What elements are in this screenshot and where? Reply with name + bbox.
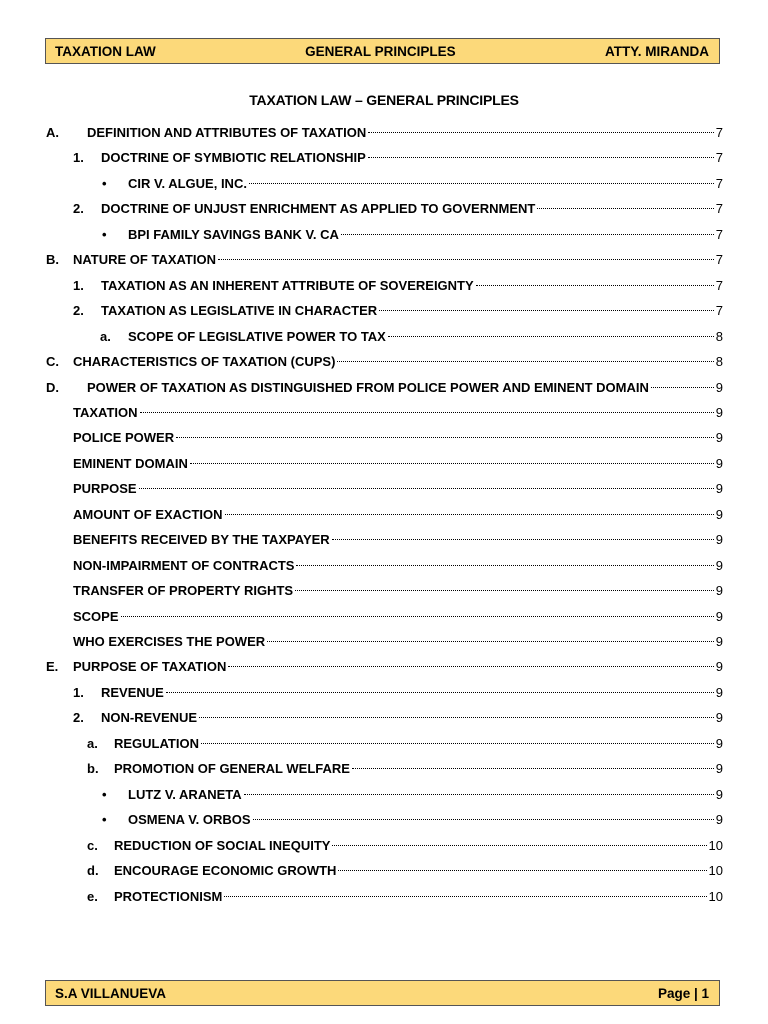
dot-leader	[388, 336, 714, 337]
toc-entry[interactable]	[87, 836, 723, 856]
toc-entry-page: 7	[715, 303, 723, 319]
dot-leader	[225, 514, 714, 515]
toc-entry-title: PROMOTION OF GENERAL WELFARE	[114, 761, 350, 777]
toc-entry-page: 9	[715, 532, 723, 548]
toc-entry-page: 9	[715, 481, 723, 497]
toc-entry[interactable]	[73, 428, 723, 448]
toc-entry[interactable]	[46, 352, 723, 372]
toc-entry-page: 9	[715, 634, 723, 649]
toc-entry[interactable]	[73, 148, 723, 168]
toc-entry[interactable]	[87, 861, 723, 881]
toc-entry-title: OSMENA V. ORBOS	[128, 812, 251, 828]
toc-entry-page: 8	[715, 354, 723, 370]
toc-entry-page: 9	[715, 735, 723, 751]
toc-entry-page: 9	[715, 557, 723, 573]
dot-leader	[244, 794, 714, 795]
toc-entry[interactable]	[73, 505, 723, 525]
toc-entry[interactable]	[73, 683, 723, 703]
dot-leader	[338, 870, 706, 871]
dot-leader	[267, 641, 714, 642]
toc-entry-page: 9	[715, 404, 723, 420]
toc-entry-number: 2.	[73, 303, 84, 319]
toc-entry-page: 8	[715, 328, 723, 344]
dot-leader	[218, 259, 714, 260]
toc-entry[interactable]	[73, 301, 723, 321]
toc-entry-title: TRANSFER OF PROPERTY RIGHTS	[73, 583, 294, 599]
toc-entry-title: PURPOSE OF TAXATION	[73, 659, 227, 675]
toc-entry-number: •	[102, 175, 107, 191]
dot-leader	[368, 157, 714, 158]
toc-entry[interactable]	[73, 708, 723, 728]
toc-entry-page: 10	[708, 837, 723, 853]
page-header	[45, 38, 720, 64]
dot-leader	[176, 437, 714, 438]
dot-leader	[295, 590, 714, 591]
toc-entry-number: E.	[46, 659, 59, 675]
dot-leader	[352, 768, 714, 769]
toc-entry[interactable]	[73, 479, 723, 499]
toc-entry-title: DOCTRINE OF UNJUST ENRICHMENT AS APPLIED TO GOVERNMENT	[101, 201, 536, 217]
toc-entry[interactable]	[46, 657, 723, 677]
toc-entry[interactable]	[46, 123, 723, 143]
dot-leader	[224, 896, 706, 897]
toc-entry-title: POWER OF TAXATION AS DISTINGUISHED FROM POLICE POWER AND EMINENT DOMAIN	[87, 379, 649, 395]
header-left: TAXATION LAW	[55, 43, 156, 59]
toc-entry[interactable]	[46, 378, 723, 398]
toc-entry-number: a.	[87, 735, 98, 751]
dot-leader	[476, 285, 714, 286]
toc-entry-number: a.	[100, 328, 111, 344]
toc-entry-number: c.	[87, 837, 98, 853]
toc-entry-title: AMOUNT OF EXACTION	[73, 506, 223, 522]
toc-entry-title: REGULATION	[114, 735, 199, 751]
toc-entry-number: •	[102, 226, 107, 242]
toc-entry-title: DOCTRINE OF SYMBIOTIC RELATIONSHIP	[101, 150, 366, 166]
toc-entry-page: 9	[715, 812, 723, 828]
toc-entry[interactable]	[73, 199, 723, 219]
dot-leader	[201, 743, 714, 744]
toc-entry[interactable]	[100, 327, 723, 347]
toc-entry-page: 9	[715, 583, 723, 599]
toc-entry[interactable]	[73, 607, 723, 627]
toc-entry[interactable]	[73, 454, 723, 474]
toc-entry-title: PURPOSE	[73, 481, 137, 497]
toc-entry-title: EMINENT DOMAIN	[73, 455, 188, 471]
toc-entry-page: 9	[715, 659, 723, 675]
toc-entry-page: 9	[715, 455, 723, 471]
toc-entry-title: SCOPE	[73, 608, 119, 624]
dot-leader	[332, 845, 706, 846]
toc-entry[interactable]	[73, 581, 723, 601]
dot-leader	[379, 310, 714, 311]
toc-entry-page: 9	[715, 761, 723, 777]
dot-leader	[228, 666, 713, 667]
toc-entry-title: TAXATION	[73, 404, 138, 420]
dot-leader	[199, 717, 714, 718]
header-center: GENERAL PRINCIPLES	[305, 43, 456, 59]
dot-leader	[253, 819, 714, 820]
dot-leader	[249, 183, 714, 184]
toc-entry-number: 1.	[73, 684, 84, 700]
toc-entry-page: 9	[715, 430, 723, 446]
document-title: TAXATION LAW – GENERAL PRINCIPLES	[249, 92, 519, 108]
toc-entry-title: TAXATION AS LEGISLATIVE IN CHARACTER	[101, 303, 378, 319]
toc-entry[interactable]	[87, 759, 723, 779]
toc-entry-title: DEFINITION AND ATTRIBUTES OF TAXATION	[87, 125, 367, 140]
toc-entry-title: REDUCTION OF SOCIAL INEQUITY	[114, 837, 331, 853]
toc-entry-page: 9	[715, 710, 723, 726]
toc-entry-title: LUTZ V. ARANETA	[128, 786, 242, 802]
dot-leader	[337, 361, 713, 362]
dot-leader	[332, 539, 714, 540]
toc-entry-title: NATURE OF TAXATION	[73, 252, 216, 268]
toc-entry[interactable]	[100, 785, 723, 805]
toc-entry[interactable]	[87, 734, 723, 754]
toc-entry-title: WHO EXERCISES THE POWER	[73, 634, 266, 649]
toc-entry-number: b.	[87, 761, 99, 777]
toc-entry-number: D.	[46, 379, 59, 395]
dot-leader	[341, 234, 714, 235]
dot-leader	[537, 208, 713, 209]
toc-entry[interactable]	[46, 250, 723, 270]
toc-entry-title: ENCOURAGE ECONOMIC GROWTH	[114, 863, 337, 879]
toc-entry-title: NON-REVENUE	[101, 710, 198, 726]
toc-entry-page: 9	[715, 786, 723, 802]
toc-entry-title: REVENUE	[101, 684, 164, 700]
toc-entry-page: 7	[715, 226, 723, 242]
toc-entry-page: 7	[715, 201, 723, 217]
toc-entry-page: 7	[715, 252, 723, 268]
toc-entry-number: •	[102, 786, 107, 802]
toc-entry-number: B.	[46, 252, 59, 268]
dot-leader	[121, 616, 714, 617]
header-right: ATTY. MIRANDA	[605, 43, 709, 59]
dot-leader	[190, 463, 714, 464]
toc-entry-title: BENEFITS RECEIVED BY THE TAXPAYER	[73, 532, 330, 548]
toc-entry-page: 7	[715, 175, 723, 191]
toc-entry[interactable]	[73, 556, 723, 576]
dot-leader	[651, 387, 714, 388]
dot-leader	[296, 565, 713, 566]
dot-leader	[139, 488, 714, 489]
toc-entry-number: d.	[87, 863, 99, 879]
toc-entry-title: POLICE POWER	[73, 430, 175, 446]
toc-entry-number: 1.	[73, 277, 84, 293]
toc-entry-title: BPI FAMILY SAVINGS BANK V. CA	[128, 226, 339, 242]
toc-entry-page: 9	[715, 684, 723, 700]
toc-entry-page: 7	[715, 125, 723, 140]
toc-entry[interactable]	[100, 225, 723, 245]
toc-entry-title: PROTECTIONISM	[114, 888, 223, 904]
dot-leader	[368, 132, 714, 133]
toc-entry-number: 1.	[73, 150, 84, 166]
dot-leader	[140, 412, 714, 413]
dot-leader	[166, 692, 714, 693]
toc-entry-page: 9	[715, 379, 723, 395]
toc-entry-number: e.	[87, 888, 98, 904]
toc-entry[interactable]	[73, 530, 723, 550]
toc-entry[interactable]	[100, 810, 723, 830]
toc-entry-page: 7	[715, 150, 723, 166]
toc-entry-number: 2.	[73, 710, 84, 726]
toc-entry[interactable]	[73, 403, 723, 423]
toc-entry-number: C.	[46, 354, 59, 370]
toc-entry[interactable]	[87, 887, 723, 907]
footer-page-number: Page | 1	[657, 985, 709, 1001]
toc-entry-page: 7	[715, 277, 723, 293]
toc-entry[interactable]	[73, 276, 723, 296]
toc-entry-number: A.	[46, 125, 59, 140]
toc-entry-page: 9	[715, 506, 723, 522]
toc-entry-page: 9	[715, 608, 723, 624]
toc-entry-title: NON-IMPAIRMENT OF CONTRACTS	[73, 557, 295, 573]
toc-entry[interactable]	[73, 632, 723, 652]
toc-entry-title: SCOPE OF LEGISLATIVE POWER TO TAX	[128, 328, 386, 344]
toc-entry-number: •	[102, 812, 107, 828]
toc-entry-number: 2.	[73, 201, 84, 217]
toc-entry[interactable]	[100, 174, 723, 194]
toc-entry-page: 10	[708, 863, 723, 879]
page-footer	[45, 980, 720, 1006]
toc-entry-title: CIR V. ALGUE, INC.	[128, 175, 247, 191]
toc-entry-title: TAXATION AS AN INHERENT ATTRIBUTE OF SOVEREIGNTY	[101, 277, 474, 293]
toc-entry-page: 10	[708, 888, 723, 904]
toc-entry-title: CHARACTERISTICS OF TAXATION (CUPS)	[73, 354, 336, 370]
footer-author: S.A VILLANUEVA	[55, 985, 167, 1001]
